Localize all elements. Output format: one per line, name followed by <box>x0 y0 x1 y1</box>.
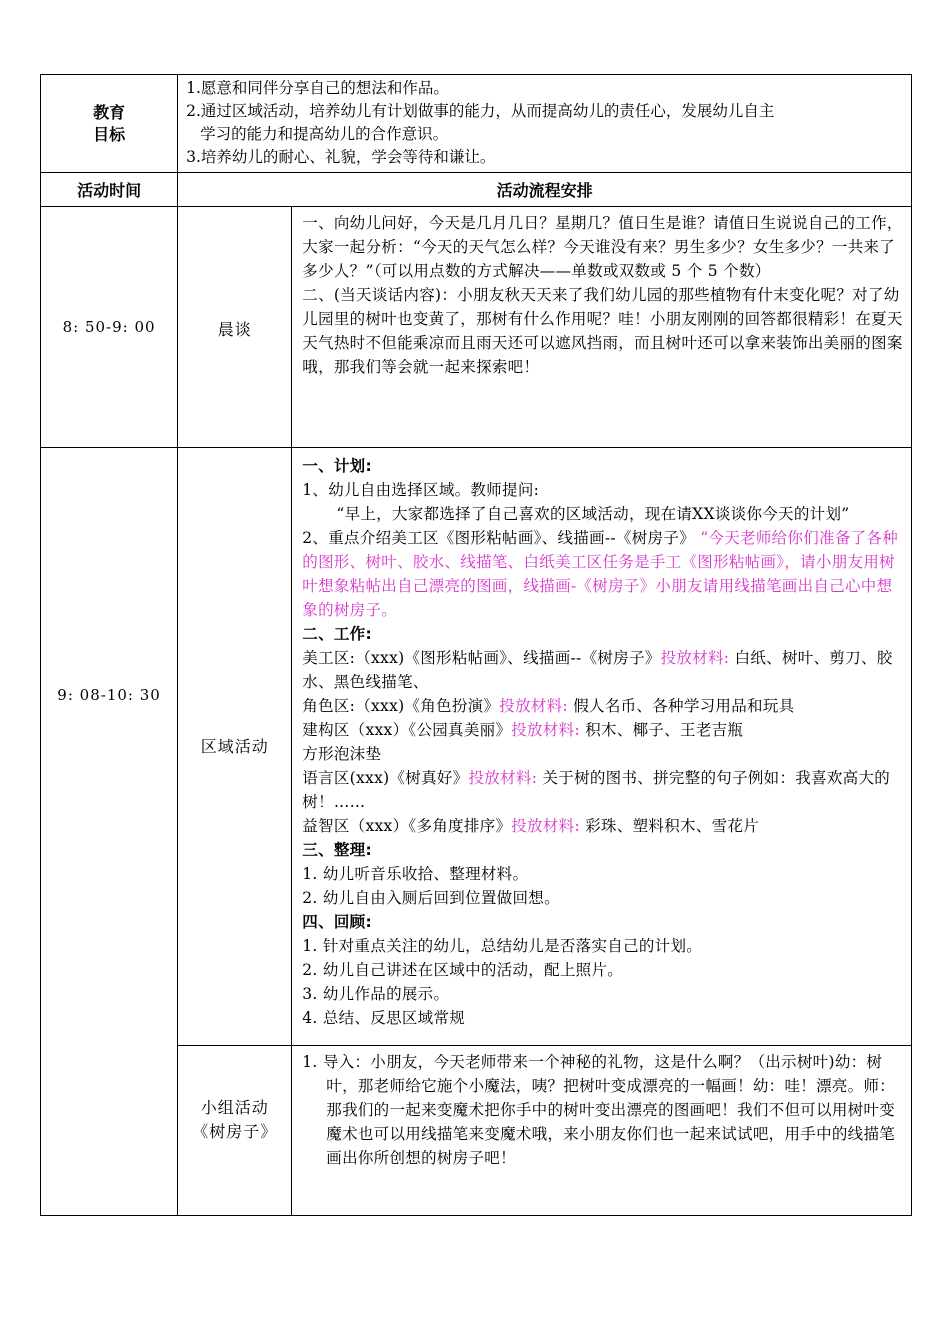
plan-quote: “早上，大家都选择了自己喜欢的区域活动，现在请XX谈谈你今天的计划” <box>336 505 850 523</box>
art-corner: 美工区:（xxx)《图形粘帖画》、线描画--《树房子》 <box>302 649 661 667</box>
work-lang <box>302 766 903 814</box>
group-text: 1. 导入：小朋友，今天老师带来一个神秘的礼物，这是什么啊？（出示树叶)幼：树叶，那老师给它施个小魔法，咦？把树叶变成漂亮的一幅画！幼：哇！漂亮。师：那我们的一起来变魔术把你手中的树叶变出漂亮的图画吧！我们不但可以用树叶变魔术也可以用线描笔来变魔术哦，来小朋友你们也一起来试试吧，用手中的线描笔画出你所创想的树房子吧！ <box>302 1053 896 1167</box>
area-time: 9: 08-10: 30 <box>41 448 178 1216</box>
art-materials: 白纸、树叶、剪刀、胶水、黑色线描笔、 <box>302 649 893 691</box>
review-item-4: 4. 总结、反思区域常规 <box>302 1009 466 1027</box>
plan-item-2 <box>302 526 903 622</box>
goal-item-2: 2.通过区域活动，培养幼儿有计划做事的能力，从而提高幼儿的责任心，发展幼儿自主 <box>186 102 775 120</box>
header-flow: 活动流程安排 <box>178 173 912 207</box>
plan-title: 一、计划: <box>302 457 372 475</box>
tidy-title: 三、整理: <box>302 841 372 859</box>
art-material-label: 投放材料: <box>660 649 730 667</box>
math-corner: 益智区（xxx）《多角度排序》 <box>302 817 512 835</box>
work-art <box>302 646 903 694</box>
morning-time: 8: 50-9: 00 <box>41 207 178 448</box>
review-item-1: 1. 针对重点关注的幼儿，总结幼儿是否落实自己的计划。 <box>302 937 703 955</box>
goal-item-3: 3.培养幼儿的耐心、礼貌，学会等待和谦让。 <box>186 148 496 166</box>
group-activity-line2: 《树房子》 <box>192 1122 278 1141</box>
plan-item-1: 1、幼儿自由选择区域。教师提问: <box>302 481 540 499</box>
goals-row <box>41 75 912 173</box>
goal-item-2-cont: 学习的能力和提高幼儿的合作意识。 <box>200 125 449 143</box>
goals-label-line2: 目标 <box>93 124 126 144</box>
role-materials: 假人名币、各种学习用品和玩具 <box>573 697 795 715</box>
plan-item-2-a: 2、重点介绍美工区《图形粘帖画》、线描画--《树房子》 <box>302 529 695 547</box>
plan-item-2-b: “今天老师给你们准备了各种的图形、树叶、胶水、线描笔、白纸美工区任务是手工《图形粘帖画》，请小朋友用树叶想象粘帖出自己漂亮的图画，线描画-《树房子》小朋友请用线描笔画出自己心中想象的树房子。 <box>302 529 899 619</box>
build-materials: 积木、椰子、王老吉瓶 <box>585 721 744 739</box>
build-materials-cont: 方形泡沫垫 <box>302 745 382 763</box>
math-material-label: 投放材料: <box>511 817 580 835</box>
header-time: 活动时间 <box>41 173 178 207</box>
area-row <box>41 448 912 1046</box>
goal-item-1: 1.愿意和同伴分享自己的想法和作品。 <box>186 79 449 97</box>
work-math <box>302 814 903 838</box>
goals-label-line1: 教育 <box>93 102 126 122</box>
role-corner: 角色区:（xxx)《角色扮演》 <box>302 697 500 715</box>
tidy-item-2: 2. 幼儿自由入厕后回到位置做回想。 <box>302 889 560 907</box>
lang-corner: 语言区(xxx)《树真好》 <box>302 769 469 787</box>
build-material-label: 投放材料: <box>511 721 580 739</box>
group-content <box>292 1046 912 1216</box>
goals-label-cell <box>41 75 178 173</box>
group-activity-line1: 小组活动 <box>200 1098 269 1117</box>
activity-plan-table <box>40 74 912 1216</box>
morning-para-2: 二、(当天谈话内容)：小朋友秋天天来了我们幼儿园的那些植物有什末变化呢？对了幼儿园里的树叶也变黄了，那树有什么作用呢？哇！小朋友刚刚的回答都很精彩！在夏天天气热时不但能乘凉而且雨天还可以遮风挡雨，而且树叶还可以拿来装饰出美丽的图案哦，那我们等会就一起来探索吧！ <box>302 286 903 376</box>
area-activity: 区域活动 <box>178 448 292 1046</box>
group-activity <box>178 1046 292 1216</box>
work-build <box>302 718 903 742</box>
lang-materials: 关于树的图书、拼完整的句子例如：我喜欢高大的树！…… <box>302 769 891 811</box>
role-material-label: 投放材料: <box>499 697 568 715</box>
review-item-3: 3. 幼儿作品的展示。 <box>302 985 450 1003</box>
morning-content <box>292 207 912 448</box>
review-title: 四、回顾: <box>302 913 372 931</box>
area-content <box>292 448 912 1046</box>
tidy-item-1: 1. 幼儿听音乐收拾、整理材料。 <box>302 865 529 883</box>
build-corner: 建构区（xxx）《公园真美丽》 <box>302 721 512 739</box>
morning-para-1: 一、向幼儿问好，今天是几月几日？星期几？值日生是谁？请值日生说说自己的工作，大家一起分析：“今天的天气怎么样？今天谁没有来？男生多少？女生多少？一共来了多少人？”（可以用点数的方式解决——单数或双数或 5 个 5 个数） <box>302 214 903 280</box>
math-materials: 彩珠、塑料积木、雪花片 <box>585 817 760 835</box>
review-item-2: 2. 幼儿自己讲述在区域中的活动，配上照片。 <box>302 961 624 979</box>
header-row <box>41 173 912 207</box>
goals-content-cell <box>178 75 912 173</box>
work-title: 二、工作: <box>302 625 372 643</box>
morning-activity: 晨谈 <box>178 207 292 448</box>
morning-row <box>41 207 912 448</box>
lang-material-label: 投放材料: <box>468 769 538 787</box>
work-role <box>302 694 903 718</box>
